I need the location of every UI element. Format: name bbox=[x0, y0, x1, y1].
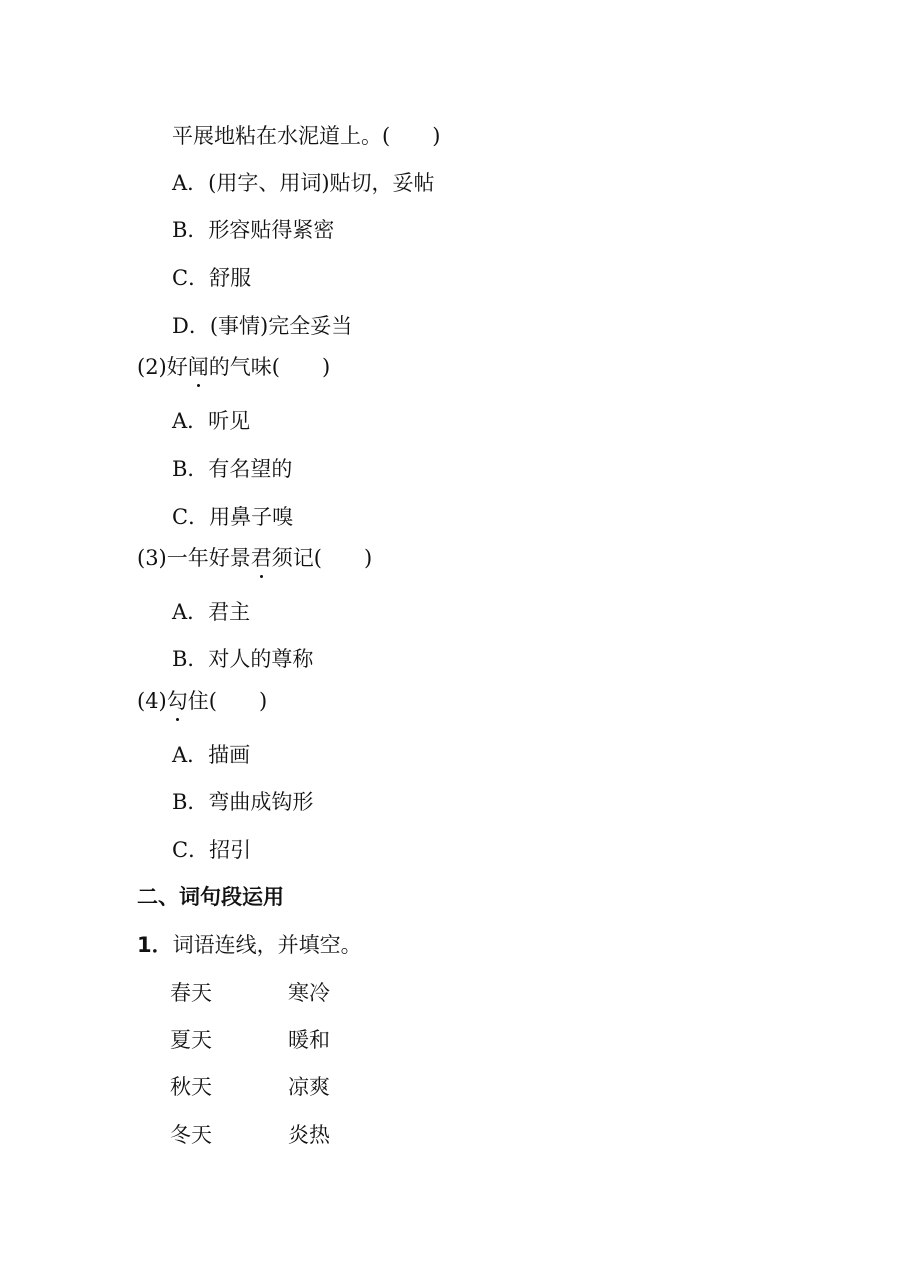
q4-stem-post: 住( ) bbox=[187, 689, 268, 713]
q3-stem-pre: (3)一年好景 bbox=[137, 546, 251, 570]
q4-option-a: A．描画 bbox=[172, 743, 251, 767]
question-1-stem: 平展地粘在水泥道上。( ) bbox=[172, 124, 441, 148]
section-heading: 二、词句段运用 bbox=[137, 885, 284, 909]
q4-dotted-char: 勾 bbox=[166, 689, 188, 713]
word-right: 炎热 bbox=[288, 1123, 330, 1147]
question-3-stem bbox=[137, 548, 372, 569]
word-left: 冬天 bbox=[170, 1123, 212, 1147]
q2-option-c: C．用鼻子嗅 bbox=[172, 505, 294, 529]
word-right: 暖和 bbox=[288, 1028, 330, 1052]
word-pair-row bbox=[170, 1123, 330, 1147]
word-left: 春天 bbox=[170, 981, 212, 1005]
q3-dotted-char: 君 bbox=[250, 546, 272, 570]
q1-option-d: D．(事情)完全妥当 bbox=[172, 314, 353, 338]
question-2-stem bbox=[137, 357, 330, 378]
question-text: 词语连线，并填空。 bbox=[172, 933, 362, 957]
question-number: 1． bbox=[137, 933, 173, 957]
word-left: 夏天 bbox=[170, 1028, 212, 1052]
word-pair-row bbox=[170, 1075, 330, 1099]
section2-question-1 bbox=[137, 935, 362, 956]
q1-option-c: C．舒服 bbox=[172, 266, 252, 290]
q2-option-a: A．听见 bbox=[172, 409, 251, 433]
word-right: 凉爽 bbox=[288, 1075, 330, 1099]
q1-option-b: B．形容贴得紧密 bbox=[172, 218, 335, 242]
word-pair-row bbox=[170, 981, 330, 1005]
q3-option-b: B．对人的尊称 bbox=[172, 647, 314, 671]
word-right: 寒冷 bbox=[288, 981, 330, 1005]
q4-option-c: C．招引 bbox=[172, 838, 252, 862]
q2-option-b: B．有名望的 bbox=[172, 457, 293, 481]
word-left: 秋天 bbox=[170, 1075, 212, 1099]
q2-stem-pre: (2)好 bbox=[137, 355, 188, 379]
word-pair-row bbox=[170, 1028, 330, 1052]
q4-option-b: B．弯曲成钩形 bbox=[172, 790, 314, 814]
question-4-stem bbox=[137, 691, 267, 712]
q1-option-a: A．(用字、用词)贴切，妥帖 bbox=[172, 171, 435, 195]
q4-stem-pre: (4) bbox=[137, 689, 167, 713]
q3-option-a: A．君主 bbox=[172, 600, 251, 624]
q3-stem-post: 须记( ) bbox=[271, 546, 373, 570]
q2-stem-post: 的气味( ) bbox=[208, 355, 331, 379]
q2-dotted-char: 闻 bbox=[187, 355, 209, 379]
